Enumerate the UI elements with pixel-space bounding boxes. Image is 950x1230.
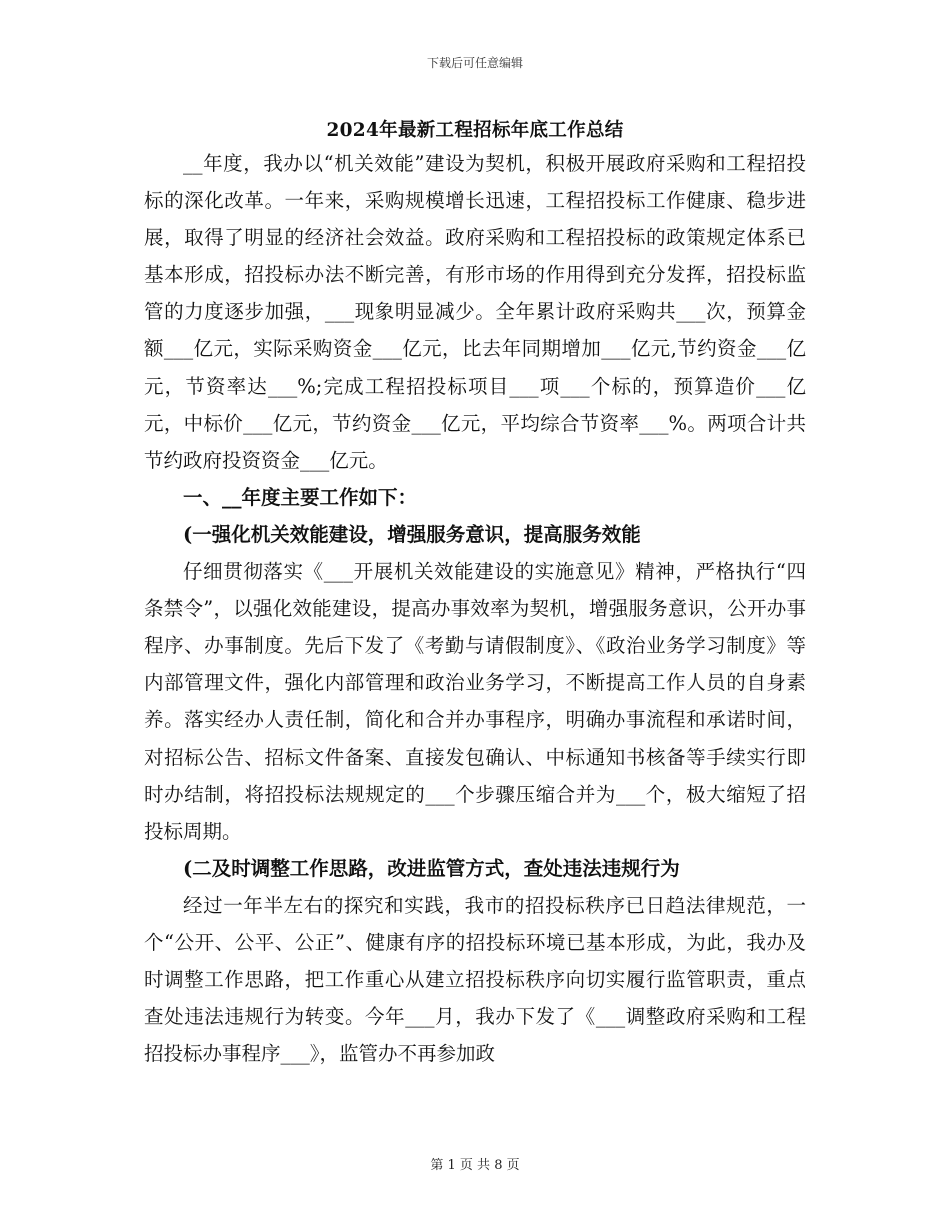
subsection-1-heading: (一强化机关效能建设，增强服务意识，提高服务效能 bbox=[183, 522, 641, 546]
header-note: 下载后可任意编辑 bbox=[426, 56, 523, 70]
subsection-2-heading: (二及时调整工作思路，改进监管方式，查处违法违规行为 bbox=[183, 856, 680, 880]
document-body bbox=[144, 145, 806, 1072]
section-1-heading: 一、__年度主要工作如下： bbox=[183, 485, 418, 509]
page-footer: 第 1 页 共 8 页 bbox=[430, 1158, 520, 1173]
document-title: 2024年最新工程招标年底工作总结 bbox=[326, 120, 624, 141]
intro-paragraph: __年度，我办以“机关效能”建设为契机，积极开展政府采购和工程招投标的深化改革。一年来，采购规模增长迅速，工程招投标工作健康、稳步进展，取得了明显的经济社会效益。政府采购和工程招投标的政策规定体系已基本形成，招投标办法不断完善，有形市场的作用得到充分发挥，招投标监管的力度逐步加强，___现象明显减少。全年累计政府采购共___次，预算金额___亿元，实际采购资金___亿元，比去年同期增加___亿元,节约资金___亿元，节资率达___%;完成工程招投标项目___项___个标的，预算造价___亿元，中标价___亿元，节约资金___亿元，平均综合节资率___%。两项合计共节约政府投资资金___亿元。 bbox=[144, 152, 806, 472]
subsection-1-paragraph: 仔细贯彻落实《___开展机关效能建设的实施意见》精神，严格执行“四条禁令”，以强化效能建设，提高办事效率为契机，增强服务意识，公开办事程序、办事制度。先后下发了《考勤与请假制度》、《政治业务学习制度》等内部管理文件，强化内部管理和政治业务学习，不断提高工作人员的自身素养。落实经办人责任制，简化和合并办事程序，明确办事流程和承诺时间，对招标公告、招标文件备案、直接发包确认、中标通知书核备等手续实行即时办结制，将招投标法规规定的___个步骤压缩合并为___个，极大缩短了招投标周期。 bbox=[144, 560, 806, 843]
subsection-2-paragraph: 经过一年半左右的探究和实践，我市的招投标秩序已日趋法律规范，一个“公开、公平、公正”、健康有序的招投标环境已基本形成，为此，我办及时调整工作思路，把工作重心从建立招投标秩序向切实履行监管职责，重点查处违法违规行为转变。今年___月，我办下发了《___调整政府采购和工程招投标办事程序___》，监管办不再参加政 bbox=[144, 893, 806, 1066]
